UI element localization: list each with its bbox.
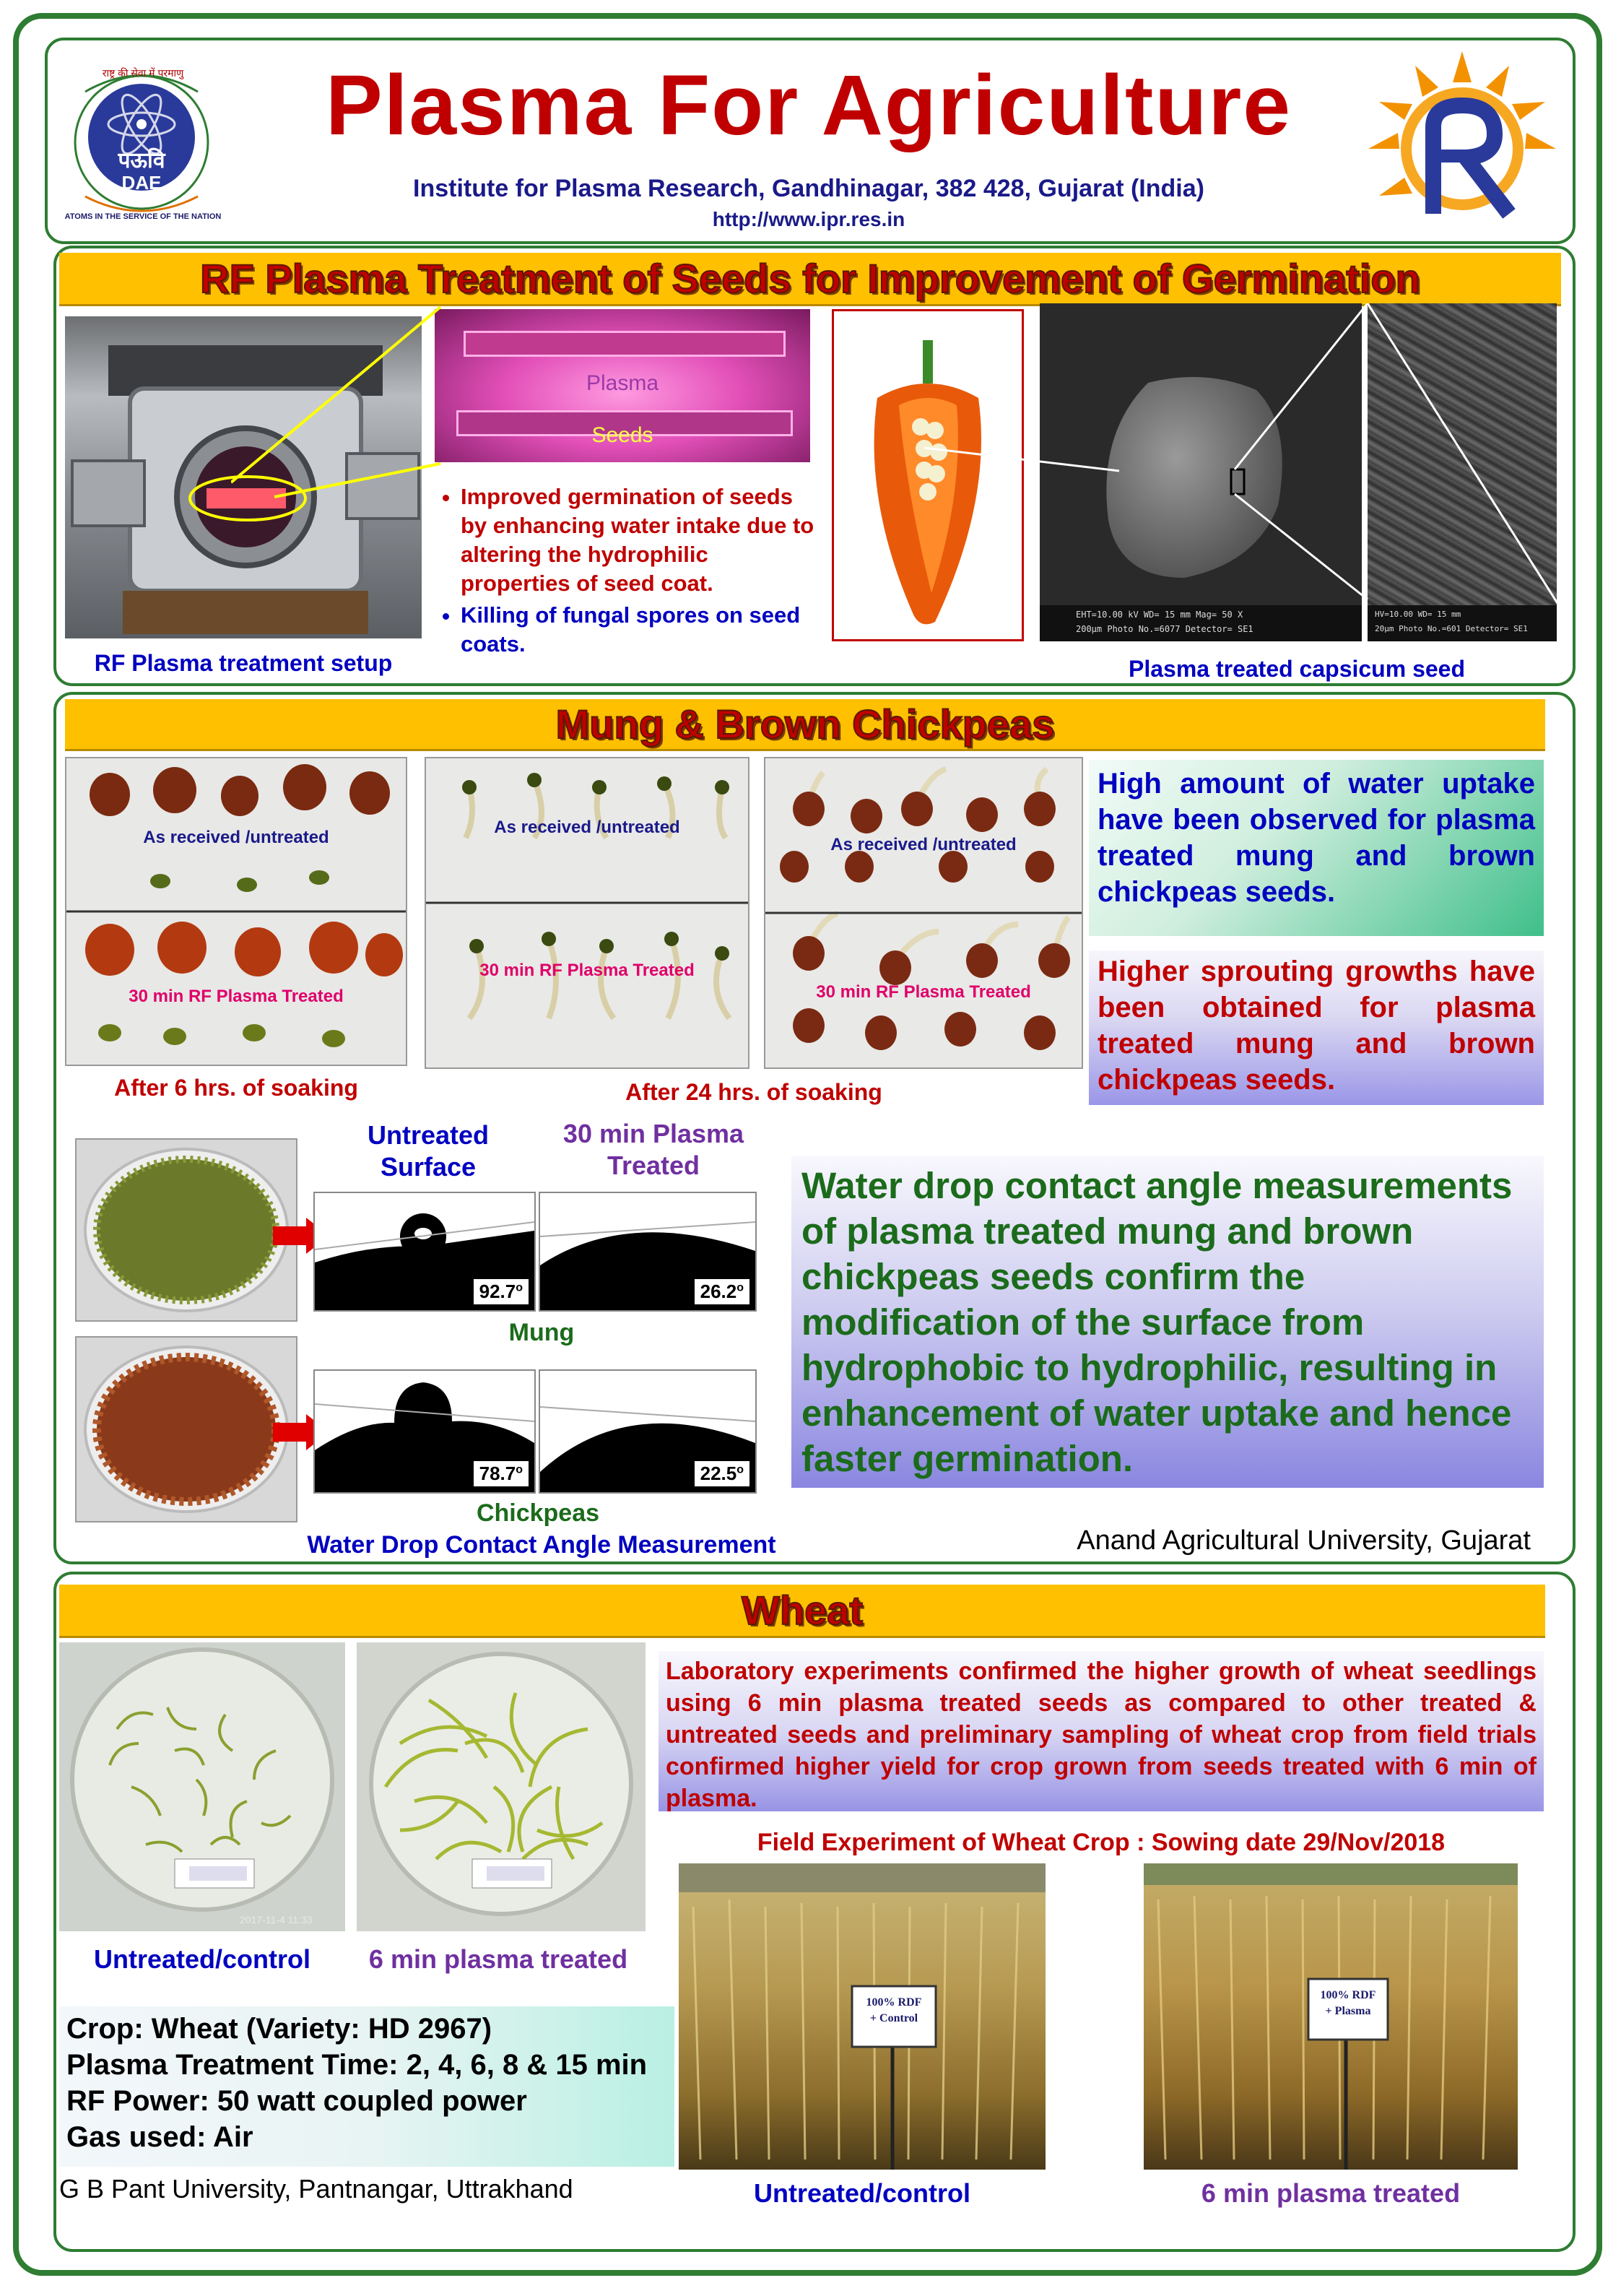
chick-untreated-drop xyxy=(313,1369,536,1494)
section1-bullets xyxy=(442,482,817,662)
dish-timestamp: 2017-11-4 11:33 xyxy=(240,1914,313,1925)
field-treated-caption: 6 min plasma treated xyxy=(1201,2178,1461,2208)
field-control-photo xyxy=(679,1863,1046,2170)
wheat-treated-caption: 6 min plasma treated xyxy=(368,1944,628,1974)
anand-university: Anand Agricultural University, Gujarat xyxy=(1077,1525,1531,1556)
col-untreated-surface: Untreated Surface xyxy=(367,1120,490,1182)
soak-6h-photo xyxy=(65,757,407,1066)
sign-plasma-line2: + Plasma xyxy=(1325,2005,1371,2017)
mung-treated-drop xyxy=(539,1192,757,1312)
mung-dish-photo xyxy=(75,1138,297,1322)
dae-abbr: DAE xyxy=(121,172,162,194)
crop-info-box xyxy=(59,2006,674,2167)
soak24c-treated-label: 30 min RF Plasma Treated xyxy=(816,982,1031,1002)
soak6-treated-label: 30 min RF Plasma Treated xyxy=(129,987,344,1006)
crop-info-time: Plasma Treatment Time: 2, 4, 6, 8 & 15 min xyxy=(66,2049,648,2081)
chick-untreated-angle: 78.7$^o$ xyxy=(474,1461,529,1486)
callout-lines xyxy=(231,303,462,513)
contact-angle-text: Water drop contact angle measurements of plasma treated mung and brown chickpeas seeds confirm the modification of the surface from hydrophobic to hydrophilic, resulting in enhancement of water uptake and hence faster germination. xyxy=(801,1165,1513,1479)
sign-control-line1: 100% RDF xyxy=(866,1996,922,2009)
caption-6h: After 6 hrs. of soaking xyxy=(114,1075,358,1101)
pant-university: G B Pant University, Pantnangar, Uttrakhand xyxy=(59,2174,573,2204)
soak6-untreated-label: As received /untreated xyxy=(143,828,329,847)
crop-info-gas: Gas used: Air xyxy=(66,2121,253,2153)
contact-caption: Water Drop Contact Angle Measurement xyxy=(307,1531,776,1559)
wheat-control-dish-photo xyxy=(59,1642,345,1931)
soak-24h-mung-photo xyxy=(425,757,749,1069)
section3-banner xyxy=(59,1585,1545,1638)
dae-logo xyxy=(56,52,230,233)
section1-banner xyxy=(59,253,1561,306)
wheat-control-caption: Untreated/control xyxy=(93,1944,311,1974)
mung-untreated-drop xyxy=(313,1192,536,1312)
soak24m-untreated-label: As received /untreated xyxy=(494,818,680,837)
caption-24h: After 24 hrs. of soaking xyxy=(625,1079,882,1105)
water-uptake-box xyxy=(1089,760,1544,936)
field-title: Field Experiment of Wheat Crop : Sowing date 29/Nov/2018 xyxy=(757,1829,1446,1856)
contact-angle-box xyxy=(791,1156,1544,1488)
ipr-logo xyxy=(1365,48,1560,235)
sem-info-left: EHT=10.00 kV WD= 15 mm Mag= 50 X xyxy=(1076,610,1243,620)
water-uptake-text: High amount of water uptake have been observed for plasma treated mung and brown chickpeas seeds. xyxy=(1098,768,1535,908)
seeds-label: Seeds xyxy=(591,423,653,447)
plasma-label: Plasma xyxy=(586,371,659,395)
institute-address: Institute for Plasma Research, Gandhinagar, 382 428, Gujarat (India) xyxy=(413,175,1204,202)
bullet-germination: • Improved germination of seeds by enhancing water intake due to altering the hydrophilic properties of seed coat. xyxy=(461,482,817,598)
chick-treated-angle: 22.5$^o$ xyxy=(695,1461,749,1486)
poster-title: Plasma For Agriculture xyxy=(326,58,1292,153)
crop-info-variety: Crop: Wheat (Variety: HD 2967) xyxy=(66,2013,492,2045)
institute-url[interactable]: http://www.ipr.res.in xyxy=(712,208,905,230)
bullet-fungal: • Killing of fungal spores on seed coats. xyxy=(461,601,817,659)
mung-treated-angle: 26.2$^o$ xyxy=(695,1279,749,1304)
soak-24h-chickpea-photo xyxy=(764,757,1083,1069)
mung-untreated-angle: 92.7$^o$ xyxy=(474,1279,529,1304)
soak24c-untreated-label: As received /untreated xyxy=(830,835,1017,854)
col-plasma-treated: 30 min Plasma Treated xyxy=(562,1119,744,1180)
sign-plasma-line1: 100% RDF xyxy=(1320,1989,1376,2001)
crop-info-power: RF Power: 50 watt coupled power xyxy=(66,2085,527,2117)
soak24m-treated-label: 30 min RF Plasma Treated xyxy=(479,961,695,980)
section3-title: Wheat xyxy=(742,1587,863,1633)
sign-control-line2: + Control xyxy=(869,2012,918,2024)
sprouting-box xyxy=(1089,950,1544,1105)
sem-callout-lines xyxy=(924,303,1560,643)
section2-title: Mung & Brown Chickpeas xyxy=(555,701,1055,747)
lab-experiment-box xyxy=(659,1651,1544,1811)
section1-title: RF Plasma Treatment of Seeds for Improvement of Germination xyxy=(200,256,1420,301)
chick-treated-drop xyxy=(539,1369,757,1494)
setup-caption: RF Plasma treatment setup xyxy=(94,650,393,676)
mung-label: Mung xyxy=(508,1319,575,1346)
sem-info-right: HV=10.00 WD= 15 mm xyxy=(1375,610,1461,619)
sprouting-text: Higher sprouting growths have been obtained for plasma treated mung and brown chickpeas seeds. xyxy=(1098,956,1535,1096)
chickpeas-label: Chickpeas xyxy=(476,1499,600,1527)
wheat-treated-dish-photo xyxy=(357,1642,646,1931)
dae-devanagari: पऊवि xyxy=(118,149,165,173)
dae-top-text: राष्ट्र की सेवा में परमाणु xyxy=(102,67,184,79)
field-control-caption: Untreated/control xyxy=(753,2178,971,2208)
sem-caption: Plasma treated capsicum seed xyxy=(1128,656,1465,682)
sem-info-left2: 200μm Photo No.=6077 Detector= SE1 xyxy=(1076,624,1253,634)
chickpea-dish-photo xyxy=(75,1336,297,1522)
field-plasma-photo xyxy=(1144,1863,1518,2170)
plasma-glow-photo xyxy=(435,309,810,462)
dae-bottom-text: ATOMS IN THE SERVICE OF THE NATION xyxy=(64,212,222,221)
section2-banner xyxy=(65,699,1545,751)
sem-info-right2: 20μm Photo No.=601 Detector= SE1 xyxy=(1375,624,1528,633)
lab-experiment-text: Laboratory experiments confirmed the higher growth of wheat seedlings using 6 min plasma treated seeds as compared to other treated & untreated seeds and preliminary sampling of wheat crop from field trials confirmed higher yield for crop grown from seeds treated with 6 min of plasma. xyxy=(666,1658,1537,1812)
